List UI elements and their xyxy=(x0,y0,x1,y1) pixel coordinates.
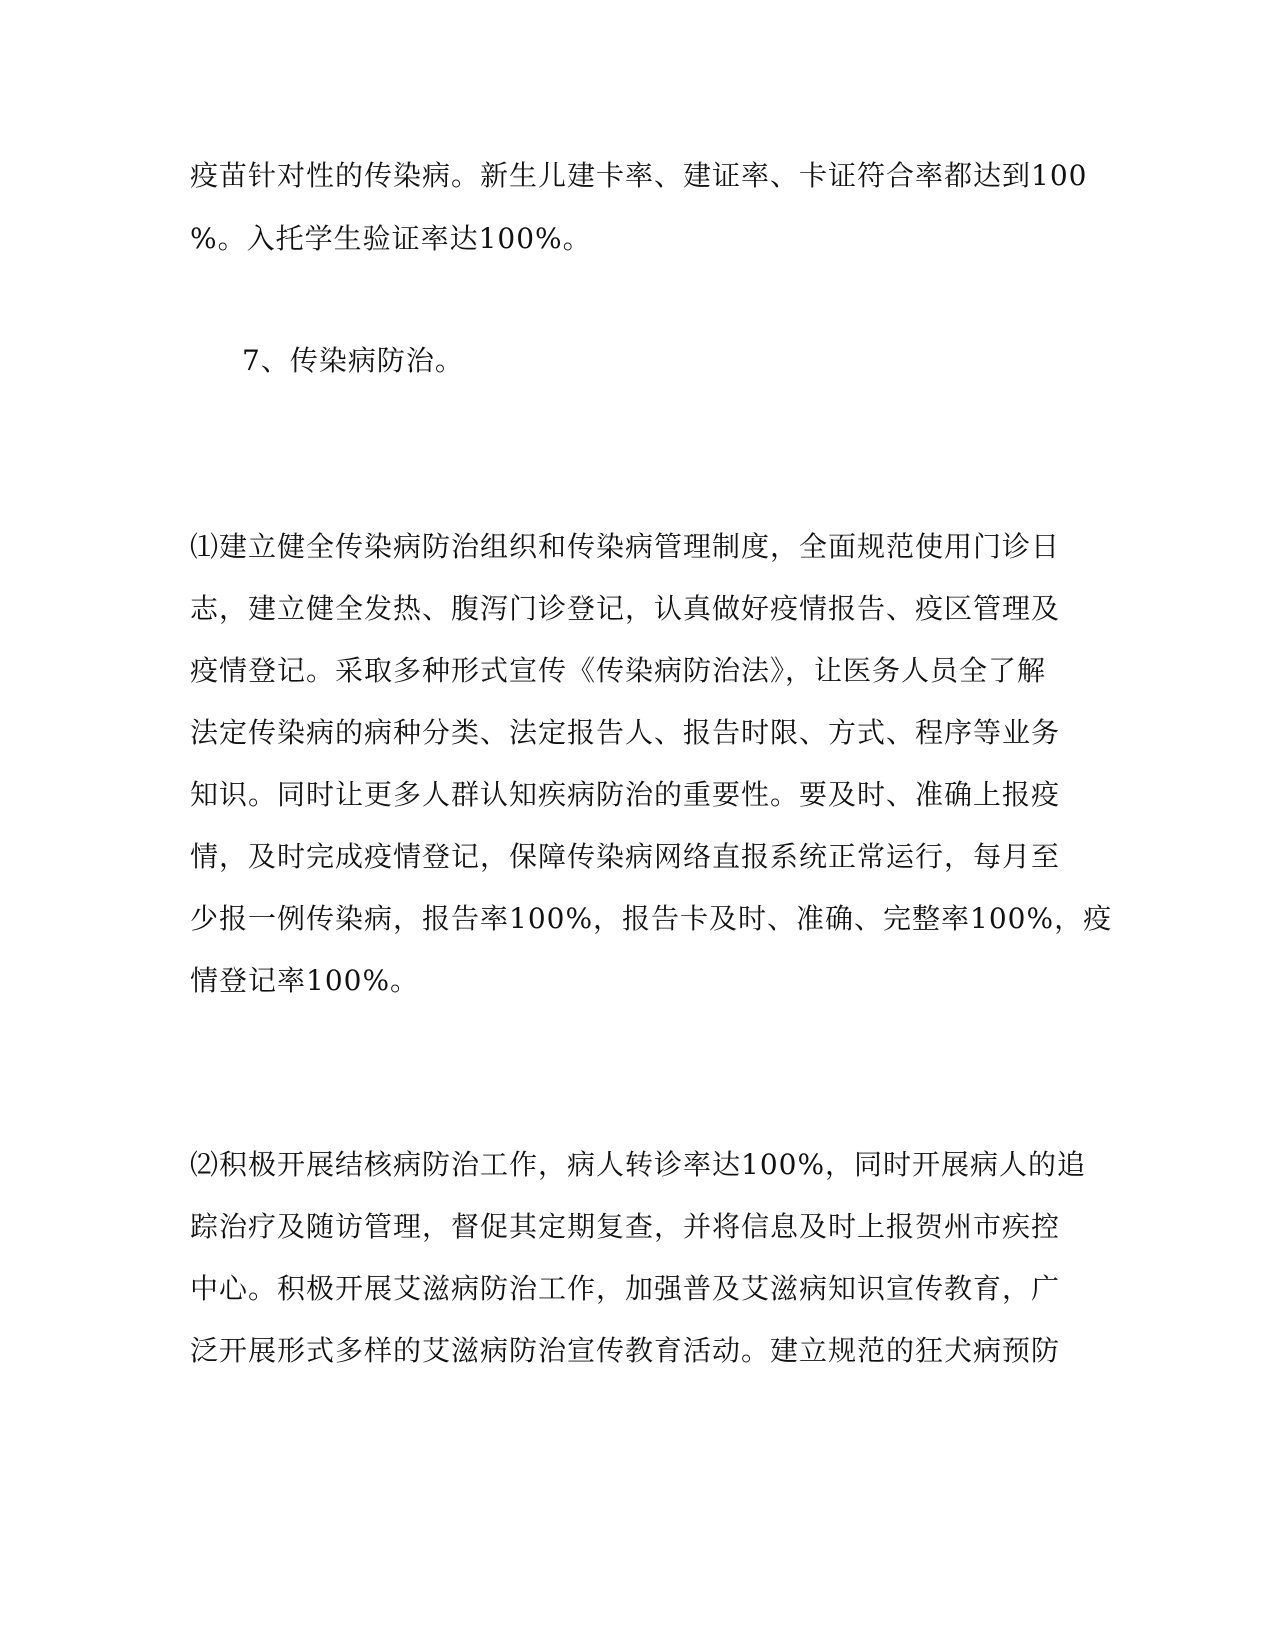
text-line: 法定传染病的病种分类、法定报告人、报告时限、方式、程序等业务 xyxy=(190,716,1061,749)
text-line: 情登记率100%。 xyxy=(190,964,420,997)
text-line: 疫情登记。采取多种形式宣传《传染病防治法》，让医务人员全了解 xyxy=(190,654,1047,687)
text-line: 疫苗针对性的传染病。新生儿建卡率、建证率、卡证符合率都达到100 xyxy=(190,159,1088,192)
text-line: 踪治疗及随访管理，督促其定期复查，并将信息及时上报贺州市疾控 xyxy=(190,1210,1061,1243)
text-line: 少报一例传染病，报告率100%，报告卡及时、准确、完整率100%，疫 xyxy=(190,902,1113,935)
text-line: 知识。同时让更多人群认知疾病防治的重要性。要及时、准确上报疫 xyxy=(190,778,1061,811)
section-heading: 7、传染病防治。 xyxy=(242,344,464,377)
text-line: ⑴建立健全传染病防治组织和传染病管理制度，全面规范使用门诊日 xyxy=(190,530,1061,563)
text-line: 情，及时完成疫情登记，保障传染病网络直报系统正常运行，每月至 xyxy=(190,840,1061,873)
text-line: ⑵积极开展结核病防治工作，病人转诊率达100%，同时开展病人的追 xyxy=(190,1148,1087,1181)
text-line: %。入托学生验证率达100%。 xyxy=(190,222,592,255)
text-line: 志，建立健全发热、腹泻门诊登记，认真做好疫情报告、疫区管理及 xyxy=(190,592,1061,625)
text-line: 泛开展形式多样的艾滋病防治宣传教育活动。建立规范的狂犬病预防 xyxy=(190,1334,1061,1367)
text-line: 中心。积极开展艾滋病防治工作，加强普及艾滋病知识宣传教育，广 xyxy=(190,1272,1061,1305)
